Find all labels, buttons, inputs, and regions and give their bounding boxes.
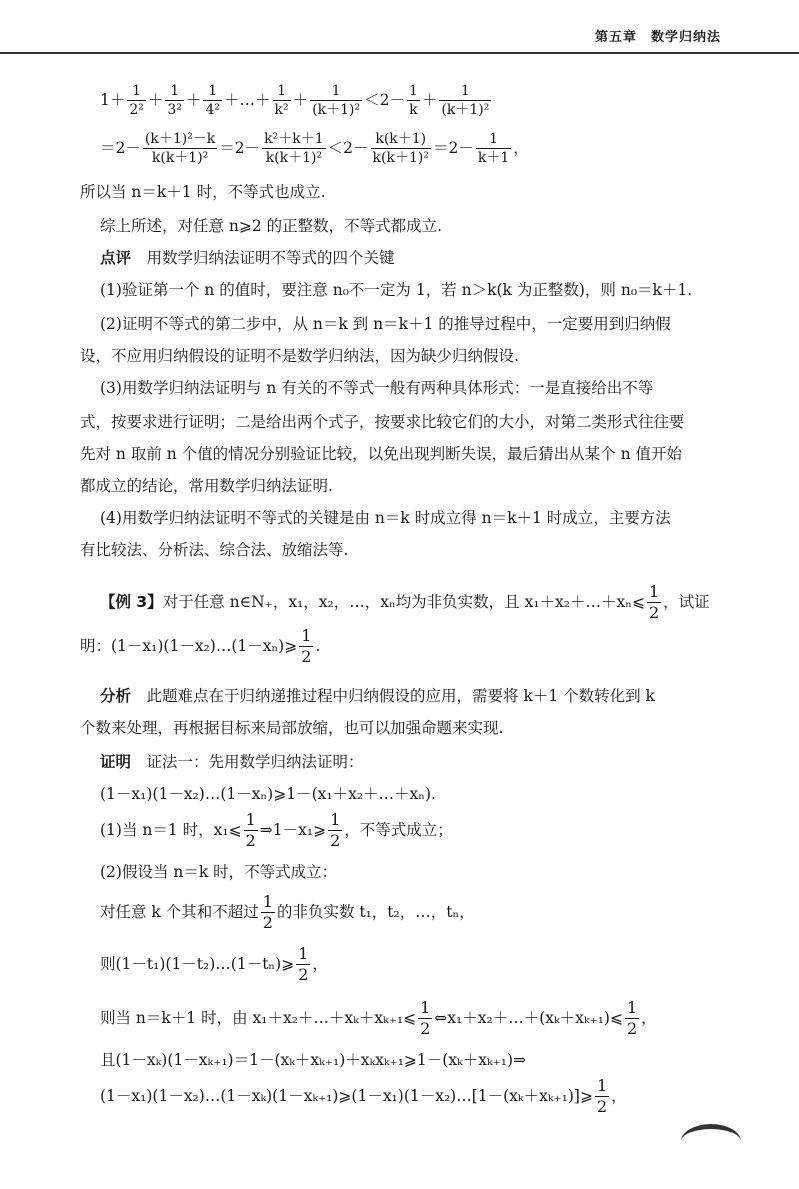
math-text: 则当 n＝k＋1 时，由 x₁＋x₂＋…＋xₖ＋xₖ₊₁⩽: [100, 1009, 417, 1027]
numerator: 1: [596, 1075, 608, 1095]
math-text: ，: [611, 1087, 627, 1105]
fraction: [310, 84, 362, 117]
math-row-1: [100, 78, 493, 122]
denominator: 2: [648, 602, 660, 622]
numerator: k(k＋1): [371, 132, 431, 149]
denominator: k: [409, 101, 418, 118]
fraction: [296, 943, 310, 984]
math-text: (1)当 n＝1 时，x₁⩽: [100, 821, 242, 839]
math-text: ＝2－: [219, 139, 261, 157]
example-text: ，试证: [663, 593, 710, 611]
example-heading: [100, 580, 710, 624]
fraction: [595, 1075, 609, 1116]
denominator: 2: [626, 1018, 638, 1038]
example-text: 对于任意 n∈N₊，x₁，x₂，…，xₙ均为非负实数，且 x₁＋x₂＋…＋xₙ⩽: [162, 593, 645, 611]
text-line: 综上所述，对任意 n⩾2 的正整数，不等式都成立.: [100, 217, 443, 235]
fraction: [261, 891, 275, 932]
denominator: 3²: [167, 101, 182, 118]
numerator: 1: [626, 997, 638, 1017]
fraction: [203, 84, 222, 117]
denominator: k＋1: [477, 149, 510, 166]
fraction: [273, 84, 291, 117]
text-line: 个数来处理，再根据目标来局部放缩，也可以加强命题来实现.: [80, 719, 504, 737]
numerator: 1: [648, 581, 660, 601]
numerator: 1: [310, 84, 362, 101]
text-line: (1)验证第一个 n 的值时，要注意 n₀不一定为 1，若 n＞k(k 为正整数)，则 n₀＝k＋1.: [100, 281, 693, 299]
text-line: 且(1－xₖ)(1－xₖ₊₁)＝1－(xₖ＋xₖ₊₁)＋xₖxₖ₊₁⩾1－(xₖ＋xₖ₊₁)⇒: [100, 1051, 527, 1069]
proof-step-4: [100, 996, 657, 1040]
denominator: k(k＋1)²: [151, 149, 209, 166]
math-text: ＜2－: [364, 91, 405, 109]
denominator: 2: [330, 830, 341, 850]
text-line: (4)用数学归纳法证明不等式的关键是由 n＝k 时成立得 n＝k＋1 时成立，主要方法: [100, 509, 671, 527]
denominator: (k＋1)²: [441, 101, 490, 118]
fraction: [439, 84, 491, 117]
analysis-label: 分析: [100, 687, 132, 705]
math-row-2: [100, 126, 529, 170]
denominator: 4²: [205, 101, 220, 118]
math-text: ＋…＋: [224, 91, 271, 109]
text-line: 有比较法、分析法、综合法、放缩法等.: [80, 541, 349, 559]
page-corner-decoration: [681, 1124, 741, 1159]
header-rule: [0, 52, 799, 54]
math-text: ，: [312, 955, 328, 973]
numerator: k²＋k＋1: [264, 130, 324, 147]
numerator: 1: [273, 84, 291, 101]
chapter-header: 第五章 数学归纳法: [594, 30, 721, 45]
text-line: (2)证明不等式的第二步中，从 n＝k 到 n＝k＋1 的推导过程中，一定要用到归纳假: [100, 315, 671, 333]
denominator: (k＋1)²: [312, 101, 361, 118]
fraction: [299, 625, 313, 666]
numerator: 1: [408, 82, 418, 99]
proof-heading: [100, 752, 364, 772]
comment-text: 用数学归纳法证明不等式的四个关键: [131, 249, 395, 267]
math-text: ＜2－: [327, 139, 369, 157]
math-text: ＋: [421, 91, 438, 109]
denominator: 2: [262, 912, 273, 932]
proof-step-5: [100, 1074, 627, 1118]
math-text: ＋: [292, 91, 309, 109]
fraction: [418, 997, 432, 1038]
numerator: 1: [165, 84, 184, 101]
text-line: 式，按要求进行证明；二是给出两个式子，按要求比较它们的大小，对第二类形式往往要: [80, 413, 685, 431]
fraction: [647, 581, 661, 622]
comment-heading: [100, 248, 395, 268]
numerator: 1: [420, 997, 431, 1017]
numerator: 1: [245, 809, 256, 829]
fraction: [371, 132, 431, 165]
text-line: 先对 n 取前 n 个值的情况分别验证比较，以免出现判断失误，最后猜出从某个 n 值开始: [80, 445, 683, 463]
numerator: 1: [439, 84, 491, 101]
text-line: (2)假设当 n＝k 时，不等式成立：: [100, 863, 338, 881]
numerator: 1: [301, 625, 312, 645]
math-text: 明：(1－x₁)(1－x₂)…(1－xₙ)⩾: [80, 637, 298, 655]
math-text: ＝2－: [432, 139, 474, 157]
math-text: ＋: [147, 91, 164, 109]
fraction: [127, 84, 146, 117]
math-text: ，: [641, 1009, 657, 1027]
text-line: 所以当 n＝k＋1 时，不等式也成立.: [80, 183, 326, 201]
fraction: [328, 809, 342, 850]
fraction: [407, 84, 420, 117]
numerator: (k＋1)²－k: [144, 130, 216, 147]
numerator: 1: [262, 891, 273, 911]
math-text: ，不等式成立；: [344, 821, 453, 839]
fraction: [143, 132, 217, 165]
denominator: k(k＋1)²: [265, 149, 323, 166]
proof-label: 证明: [100, 753, 132, 771]
math-text: 对任意 k 个其和不超过: [100, 903, 259, 921]
numerator: 1: [203, 84, 222, 101]
text-line: (1－x₁)(1－x₂)…(1－xₙ)⩾1－(x₁＋x₂＋…＋xₙ).: [100, 785, 436, 803]
example-label: 【例 3】: [100, 593, 163, 611]
math-text: ⇔x₁＋x₂＋…＋(xₖ＋xₖ₊₁)⩽: [434, 1009, 623, 1027]
math-text: (1－x₁)(1－x₂)…(1－xₖ)(1－xₖ₊₁)⩾(1－x₁)(1－x₂)…[1－(xₖ＋xₖ₊₁)]⩾: [100, 1087, 593, 1105]
math-text: 1＋: [100, 91, 126, 109]
analysis-heading: [100, 686, 655, 706]
fraction: [244, 809, 258, 850]
denominator: 2: [298, 964, 309, 984]
proof-text: 证法一：先用数学归纳法证明：: [131, 753, 364, 771]
fraction: [476, 132, 511, 165]
math-text: ，: [513, 139, 529, 157]
denominator: k²: [274, 101, 289, 118]
denominator: 2: [420, 1018, 431, 1038]
proof-step-2: [100, 890, 475, 934]
numerator: 1: [330, 809, 341, 829]
denominator: 2: [596, 1096, 608, 1116]
denominator: 2: [301, 646, 312, 666]
denominator: 2: [245, 830, 256, 850]
text-line: 设，不应用归纳假设的证明不是数学归纳法，因为缺少归纳假设.: [80, 347, 519, 365]
proof-step-3: [100, 942, 328, 986]
text-line: 都成立的结论，常用数学归纳法证明.: [80, 477, 333, 495]
proof-step-1: [100, 808, 453, 852]
math-text: .: [315, 637, 321, 655]
example-line-2: [80, 624, 320, 668]
fraction: [262, 132, 326, 165]
text-line: (3)用数学归纳法证明与 n 有关的不等式一般有两种具体形式：一是直接给出不等: [100, 379, 654, 397]
math-text: ＝2－: [100, 139, 141, 157]
numerator: 1: [298, 943, 309, 963]
math-text: ＋: [185, 91, 202, 109]
comment-label: 点评: [100, 249, 132, 267]
analysis-text: 此题难点在于归纳递推过程中归纳假设的应用，需要将 k＋1 个数转化到 k: [131, 687, 655, 705]
math-text: 的非负实数 t₁，t₂，…，tₙ，: [276, 903, 475, 921]
math-text: ⇒1－x₁⩾: [259, 821, 327, 839]
denominator: k(k＋1)²: [372, 149, 429, 166]
fraction: [165, 84, 184, 117]
math-text: 则(1－t₁)(1－t₂)…(1－tₙ)⩾: [100, 955, 295, 973]
numerator: 1: [476, 132, 511, 149]
numerator: 1: [127, 84, 146, 101]
denominator: 2²: [129, 101, 144, 118]
fraction: [625, 997, 639, 1038]
